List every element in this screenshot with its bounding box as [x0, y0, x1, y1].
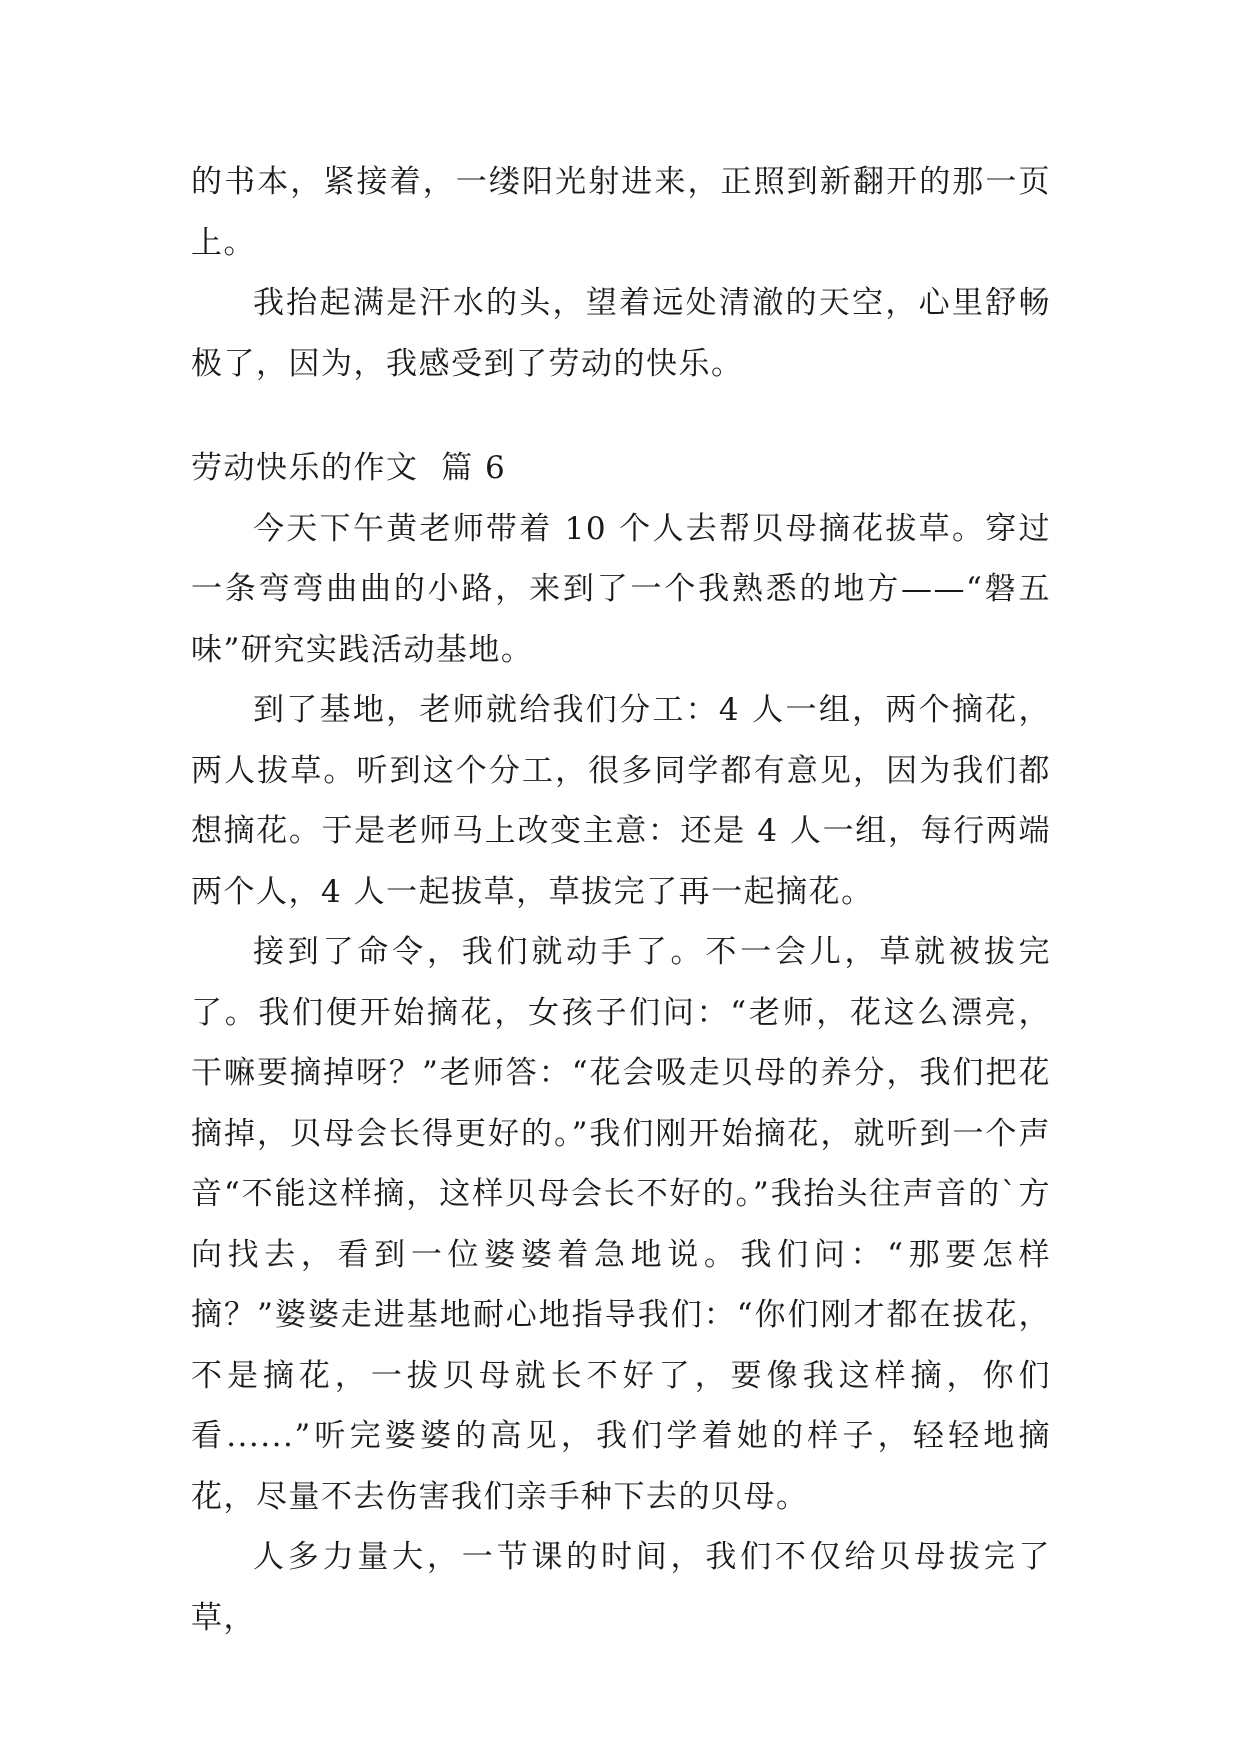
- document-body: [191, 152, 1051, 1648]
- closing-paragraph: 我抬起满是汗水的头，望着远处清澈的天空，心里舒畅极了，因为，我感受到了劳动的快乐。: [191, 285, 1051, 382]
- paragraph-4: 人多力量大，一节课的时间，我们不仅给贝母拔完了草，: [191, 1539, 1051, 1636]
- paragraph-2: 到了基地，老师就给我们分工：4 人一组，两个摘花，两人拔草。听到这个分工，很多同学都有意见，因为我们都想摘花。于是老师马上改变主意：还是 4 人一组，每行两端两个人，4 人一起拔草，草拔完了再一起摘花。: [191, 692, 1051, 910]
- continued-paragraph: 的书本，紧接着，一缕阳光射进来，正照到新翻开的那一页上。: [191, 164, 1051, 261]
- section-heading: 劳动快乐的作文 篇 6: [191, 450, 507, 486]
- paragraph-3: 接到了命令，我们就动手了。不一会儿，草就被拔完了。我们便开始摘花，女孩子们问：“老师，花这么漂亮，干嘛要摘掉呀？”老师答：“花会吸走贝母的养分，我们把花摘掉，贝母会长得更好的。”我们刚开始摘花，就听到一个声音“不能这样摘，这样贝母会长不好的。”我抬头往声音的`方向找去，看到一位婆婆着急地说。我们问：“那要怎样摘？”婆婆走进基地耐心地指导我们：“你们刚才都在拔花，不是摘花，一拔贝母就长不好了，要像我这样摘，你们看......”听完婆婆的高见，我们学着她的样子，轻轻地摘花，尽量不去伤害我们亲手种下去的贝母。: [191, 934, 1051, 1515]
- paragraph-1: 今天下午黄老师带着 10 个人去帮贝母摘花拔草。穿过一条弯弯曲曲的小路，来到了一个我熟悉的地方——“磐五味”研究实践活动基地。: [191, 510, 1051, 668]
